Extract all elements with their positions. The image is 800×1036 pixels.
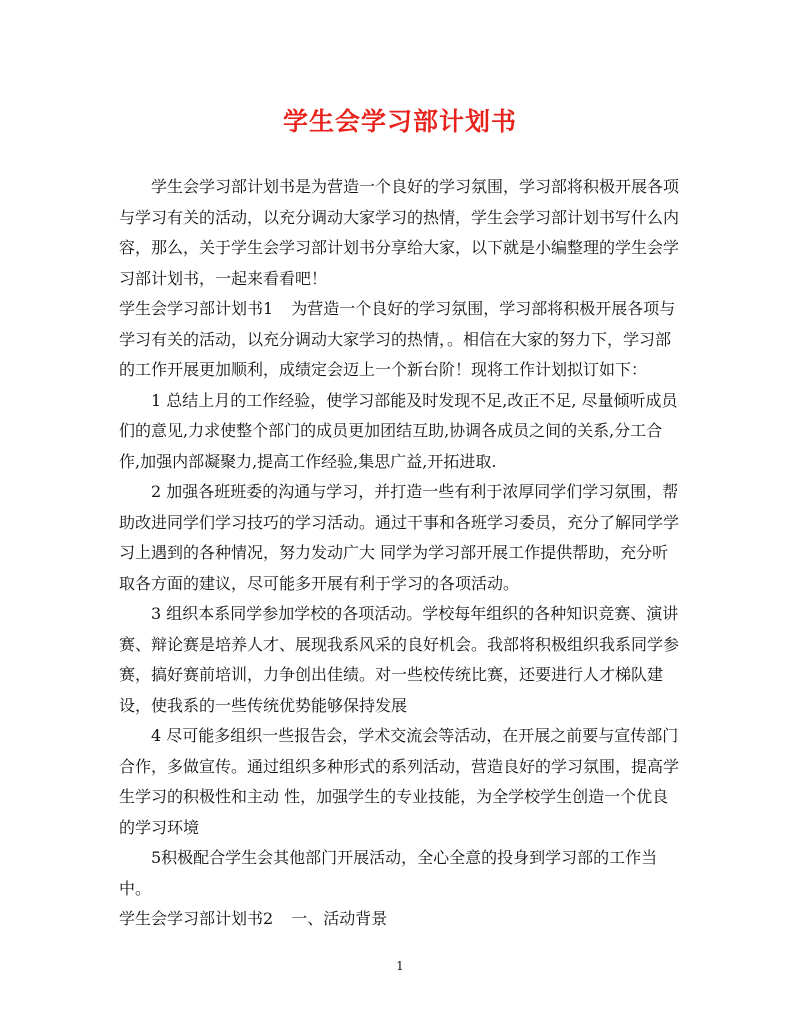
document-title: 学生会学习部计划书 <box>282 107 517 136</box>
section-1-paragraph <box>119 294 681 386</box>
list-item-5: 5积极配合学生会其他部门开展活动，全心全意的投身到学习部的工作当中。 <box>119 848 658 898</box>
page-number: 1 <box>396 959 404 973</box>
section-2-text: 一、活动背景 <box>291 909 388 928</box>
list-item-3: 3 组织本系同学参加学校的各项活动。学校每年组织的各种知识竞赛、演讲赛、辩论赛是培养人才、展现我系风采的良好机会。我部将积极组织我系同学参赛，搞好赛前培训，力争创出佳绩。对一些校传统比赛，还要进行人才梯队建设，使我系的一些传统优势能够保持发展 <box>119 604 680 715</box>
list-item-2: 2 加强各班班委的沟通与学习，并打造一些有利于浓厚同学们学习氛围，帮助改进同学们学习技巧的学习活动。通过干事和各班学习委员，充分了解同学学习上遇到的各种情况，努力发动广大 同学为学习部开展工作提供帮助，充分听取各方面的建议，尽可能多开展有利于学习的各项活动。 <box>119 482 680 593</box>
list-item-1: 1 总结上月的工作经验，使学习部能及时发现不足,改正不足, 尽量倾听成员们的意见,力求使整个部门的成员更加团结互助,协调各成员之间的关系,分工合作,加强内部凝聚力,提高工作经验,集思广益,开拓进取. <box>119 390 678 471</box>
section-2-heading: 学生会学习部计划书2 <box>119 909 274 928</box>
section-1-text: 为营造一个良好的学习氛围，学习部将积极开展各项与学习有关的活动，以充分调动大家学习的热情，。相信在大家的努力下，学习部的工作开展更加顺利，成绩定会迈上一个新台阶！现将工作计划拟订如下： <box>119 299 676 379</box>
intro-paragraph: 学生会学习部计划书是为营造一个良好的学习氛围，学习部将积极开展各项与学习有关的活动，以充分调动大家学习的热情，学生会学习部计划书写什么内容，那么，关于学生会学习部计划书分享给大家，以下就是小编整理的学生会学习部计划书，一起来看看吧！ <box>119 177 680 288</box>
section-2-paragraph <box>119 904 681 935</box>
document-body <box>119 172 681 935</box>
list-item-4: 4 尽可能多组织一些报告会，学术交流会等活动，在开展之前要与宣传部门合作，多做宣传。通过组织多种形式的系列活动，营造良好的学习氛围，提高学生学习的积极性和主动 性，加强学生的专业技能，为全学校学生创造一个优良的学习环境 <box>119 726 680 837</box>
section-1-heading: 学生会学习部计划书1 <box>119 299 274 318</box>
